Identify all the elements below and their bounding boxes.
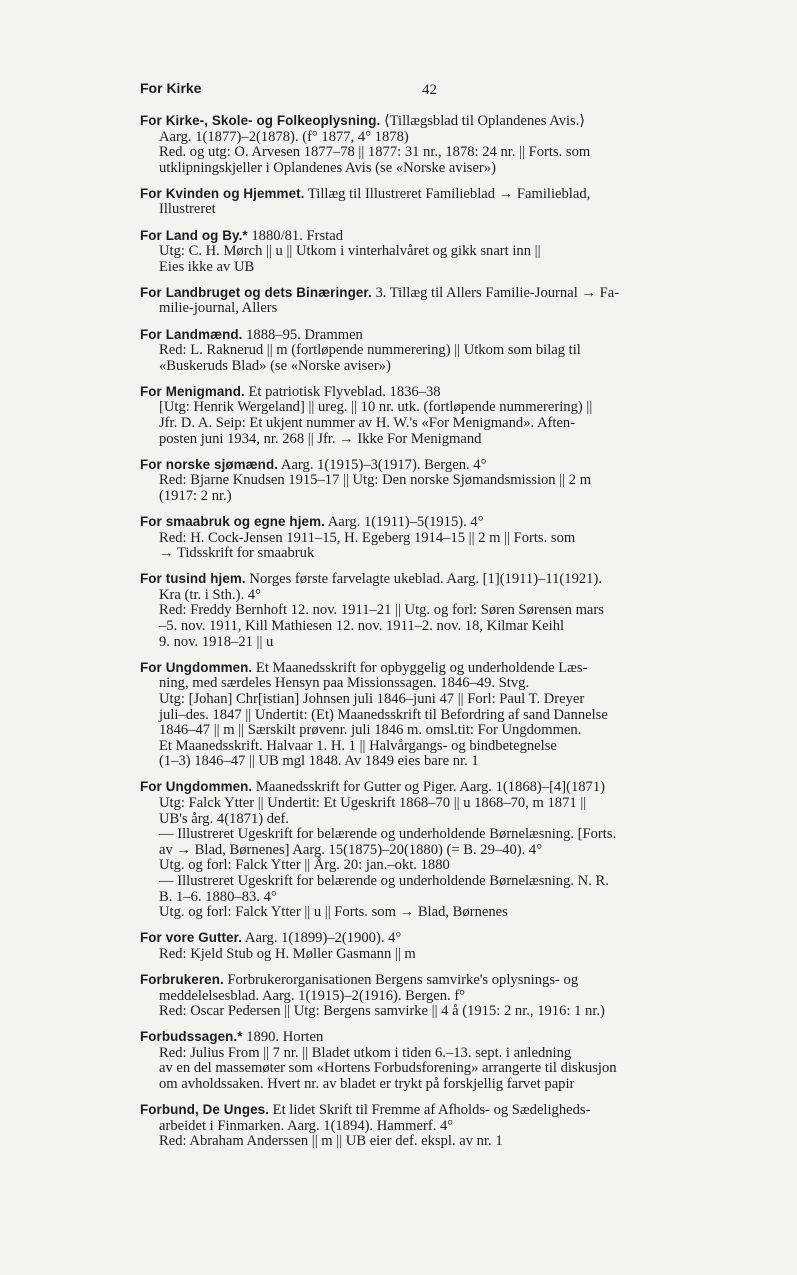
entry-text: Tillæg til Illustreret Familieblad → Familieblad, — [304, 185, 591, 202]
entry-text: (1–3) 1846–47 || UB mgl 1848. Av 1849 eies bare nr. 1 — [159, 753, 479, 770]
entry-line — [140, 1119, 740, 1135]
entry-first-line — [140, 1029, 740, 1046]
entry-line — [140, 531, 740, 547]
entry-line — [140, 301, 740, 317]
entry-headword: For Ungdommen. — [140, 779, 253, 795]
entry-text: Illustreret — [159, 201, 216, 218]
entry-text: Forbrukerorganisationen Bergens samvirke's oplysnings- og — [223, 971, 579, 988]
entry-text: 9. nov. 1918–21 || u — [159, 633, 274, 650]
entry-first-line — [140, 384, 740, 401]
catalog-entry — [140, 660, 740, 770]
entry-line — [140, 905, 740, 921]
entry-text: Kra (tr. i Sth.). 4° — [159, 586, 261, 603]
catalog-entry — [140, 327, 740, 375]
catalog-entry — [140, 113, 740, 176]
entry-text: ⟨Tillægsblad til Oplandenes Avis.⟩ — [380, 113, 586, 129]
entry-text: av → Blad, Børnenes] Aarg. 15(1875)–20(1880) (= B. 29–40). 4° — [159, 841, 543, 858]
entry-line — [140, 619, 740, 635]
entry-headword: For Menigmand. — [140, 383, 245, 399]
entry-text: Utg: Falck Ytter || Undertit: Et Ugeskrift 1868–70 || u 1868–70, m 1871 || — [159, 794, 587, 811]
entry-line — [140, 723, 740, 739]
entry-line — [140, 708, 740, 724]
entry-line — [140, 1134, 740, 1150]
entry-text: –5. nov. 1911, Kill Mathiesen 12. nov. 1911–2. nov. 18, Kilmar Keihl — [159, 618, 565, 635]
entry-line — [140, 161, 740, 177]
entry-line — [140, 812, 740, 828]
entry-text: Utg. og forl: Falck Ytter || Årg. 20: jan.–okt. 1880 — [159, 857, 450, 874]
entry-line — [140, 130, 740, 146]
entry-text: — Illustreret Ugeskrift for belærende og underholdende Børnelæsning. N. R. — [159, 872, 609, 889]
entry-text: arbeidet i Finmarken. Aarg. 1(1894). Hammerf. 4° — [159, 1117, 454, 1134]
entry-headword: For Landbruget og dets Binæringer. — [140, 284, 372, 300]
entry-text: [Utg: Henrik Wergeland] || ureg. || 10 nr. utk. (fortløpende nummerering) || — [159, 399, 593, 416]
entry-line — [140, 989, 740, 1005]
entry-text: Aarg. 1(1877)–2(1878). (f° 1877, 4° 1878) — [159, 128, 409, 145]
entry-line — [140, 145, 740, 161]
entry-text: — Illustreret Ugeskrift for belærende og underholdende Børnelæsning. [Forts. — [159, 826, 617, 843]
entry-first-line — [140, 285, 740, 302]
entry-first-line — [140, 930, 740, 947]
entry-line — [140, 739, 740, 755]
entry-line — [140, 858, 740, 874]
entry-line — [140, 359, 740, 375]
entry-text: 3. Tillæg til Allers Familie-Journal → Fa- — [371, 284, 620, 301]
entry-text: Red: Kjeld Stub og H. Møller Gasmann || m — [159, 945, 416, 962]
entry-text: Red: H. Cock-Jensen 1911–15, H. Egeberg 1914–15 || 2 m || Forts. som — [159, 529, 576, 546]
entry-first-line — [140, 972, 740, 989]
entry-text: Et patriotisk Flyveblad. 1836–38 — [244, 383, 441, 400]
catalog-entry — [140, 779, 740, 920]
entry-text: → Tidsskrift for smaabruk — [159, 545, 315, 562]
entry-line — [140, 244, 740, 260]
entry-text: Red. og utg: O. Arvesen 1877–78 || 1877: 31 nr., 1878: 24 nr. || Forts. som — [159, 144, 591, 161]
entry-first-line — [140, 186, 740, 203]
entry-line — [140, 692, 740, 708]
entry-line — [140, 260, 740, 276]
entry-line — [140, 202, 740, 218]
entry-line — [140, 890, 740, 906]
entry-text: «Buskeruds Blad» (se «Norske aviser») — [159, 357, 391, 374]
entry-headword: For vore Gutter. — [140, 930, 243, 946]
entry-text: om avholdssaken. Hvert nr. av bladet er trykt på forskjellig farvet papir — [159, 1075, 575, 1092]
catalog-entry — [140, 514, 740, 562]
entry-text: Norges første farvelagte ukeblad. Aarg. [1](1911)–11(1921). — [245, 571, 602, 588]
entry-text: utklipningskjeller i Oplandenes Avis (se «Norske aviser») — [159, 159, 496, 176]
entry-text: posten juni 1934, nr. 268 || Jfr. → Ikke For Menigmand — [159, 430, 482, 447]
entry-line — [140, 827, 740, 843]
entry-line — [140, 588, 740, 604]
entry-headword: For Kvinden og Hjemmet. — [140, 185, 305, 201]
entry-first-line — [140, 228, 740, 245]
catalog-entry — [140, 930, 740, 962]
entry-line — [140, 489, 740, 505]
entry-headword: For Land og By.* — [140, 227, 248, 243]
entry-text: Red: L. Raknerud || m (fortløpende nummerering) || Utkom som bilag til — [159, 342, 581, 359]
entry-text: Eies ikke av UB — [159, 258, 255, 275]
entry-first-line — [140, 327, 740, 344]
entry-text: Jfr. D. A. Seip: Et ukjent nummer av H. W.'s «For Menigmand». Aften- — [159, 415, 576, 431]
entry-headword: Forbudssagen.* — [140, 1029, 243, 1045]
entry-text: Utg: C. H. Mørch || u || Utkom i vinterhalvåret og gikk snart inn || — [159, 243, 541, 260]
entry-text: ning, med særdeles Hensyn paa Missionssagen. 1846–49. Stvg. — [159, 675, 530, 692]
entry-headword: For Kirke-, Skole- og Folkeoplysning. — [140, 113, 381, 128]
entry-first-line — [140, 1102, 740, 1119]
entry-line — [140, 1046, 740, 1062]
entry-line — [140, 416, 740, 432]
entry-line — [140, 635, 740, 651]
entry-line — [140, 874, 740, 890]
entry-text: Aarg. 1(1911)–5(1915). 4° — [324, 513, 484, 530]
entry-headword: For Landmænd. — [140, 326, 243, 342]
entry-text: 1880/81. Frstad — [247, 227, 343, 244]
entry-first-line — [140, 779, 740, 796]
entry-text: Aarg. 1(1899)–2(1900). 4° — [242, 930, 402, 947]
entry-headword: For smaabruk og egne hjem. — [140, 513, 325, 529]
catalog-entry — [140, 571, 740, 650]
catalog-entry — [140, 186, 740, 218]
catalog-entry — [140, 384, 740, 447]
entry-line — [140, 400, 740, 416]
entry-text: Maanedsskrift for Gutter og Piger. Aarg. 1(1868)–[4](1871) — [252, 779, 605, 796]
entry-text: Red: Freddy Bernhoft 12. nov. 1911–21 || Utg. og forl: Søren Sørensen mars — [159, 602, 604, 619]
entry-line — [140, 1061, 740, 1077]
catalog-entry — [140, 285, 740, 317]
entry-line — [140, 843, 740, 859]
entry-first-line — [140, 514, 740, 531]
page-number: 42 — [422, 82, 437, 98]
catalog-entry — [140, 1102, 740, 1150]
entry-text: av en del massemøter som «Hortens Forbudsforening» arrangerte til diskusjon — [159, 1060, 617, 1077]
entry-line — [140, 473, 740, 489]
entry-text: Red: Bjarne Knudsen 1915–17 || Utg: Den norske Sjømandsmission || 2 m — [159, 472, 592, 489]
catalog-entry — [140, 457, 740, 505]
entry-headword: For norske sjømænd. — [140, 456, 279, 472]
entry-text: Red: Abraham Anderssen || m || UB eier def. ekspl. av nr. 1 — [159, 1133, 503, 1150]
running-head: For Kirke — [140, 80, 202, 96]
entry-line — [140, 1077, 740, 1093]
entry-text: 1846–47 || m || Særskilt prøvenr. juli 1846 m. omsl.tit: For Ungdommen. — [159, 722, 582, 739]
entry-line — [140, 676, 740, 692]
entry-line — [140, 546, 740, 562]
entry-text: UB's årg. 4(1871) def. — [159, 810, 290, 827]
catalog-entries — [140, 113, 740, 1159]
entry-line — [140, 603, 740, 619]
entry-text: (1917: 2 nr.) — [159, 487, 232, 504]
catalog-entry — [140, 972, 740, 1020]
entry-text: Red: Julius From || 7 nr. || Bladet utkom i tiden 6.–13. sept. i anledning — [159, 1044, 572, 1061]
entry-text: B. 1–6. 1880–83. 4° — [159, 888, 277, 905]
entry-headword: Forbrukeren. — [140, 971, 224, 987]
entry-headword: Forbund, De Unges. — [140, 1102, 270, 1118]
entry-line — [140, 1004, 740, 1020]
entry-first-line — [140, 457, 740, 474]
entry-text: Aarg. 1(1915)–3(1917). Bergen. 4° — [278, 456, 487, 473]
entry-headword: For Ungdommen. — [140, 659, 253, 675]
entry-first-line — [140, 113, 740, 130]
entry-text: meddelelsesblad. Aarg. 1(1915)–2(1916). Bergen. f° — [159, 987, 466, 1004]
entry-text: juli–des. 1847 || Undertit: (Et) Maanedsskrift til Befordring af sand Dannelse — [159, 706, 608, 723]
entry-text: milie-journal, Allers — [159, 300, 278, 317]
entry-text: Red: Oscar Pedersen || Utg: Bergens samvirke || 4 å (1915: 2 nr., 1916: 1 nr.) — [159, 1003, 605, 1020]
entry-line — [140, 432, 740, 448]
catalog-entry — [140, 1029, 740, 1092]
entry-text: 1890. Horten — [242, 1029, 324, 1046]
entry-text: Et Maanedsskrift for opbyggelig og underholdende Læs- — [252, 659, 588, 676]
catalog-entry — [140, 228, 740, 276]
entry-first-line — [140, 571, 740, 588]
entry-line — [140, 796, 740, 812]
entry-line — [140, 754, 740, 770]
entry-headword: For tusind hjem. — [140, 571, 246, 587]
entry-line — [140, 947, 740, 963]
entry-line — [140, 343, 740, 359]
entry-first-line — [140, 660, 740, 677]
entry-text: Et lidet Skrift til Fremme af Afholds- og Sædeligheds- — [269, 1102, 591, 1119]
entry-text: 1888–95. Drammen — [242, 326, 363, 343]
entry-text: Utg: [Johan] Chr[istian] Johnsen juli 1846–juni 47 || Forl: Paul T. Dreyer — [159, 690, 585, 707]
entry-text: Utg. og forl: Falck Ytter || u || Forts. som → Blad, Børnenes — [159, 904, 508, 921]
entry-text: Et Maanedsskrift. Halvaar 1. H. 1 || Halvårgangs- og bindbetegnelse — [159, 737, 557, 754]
